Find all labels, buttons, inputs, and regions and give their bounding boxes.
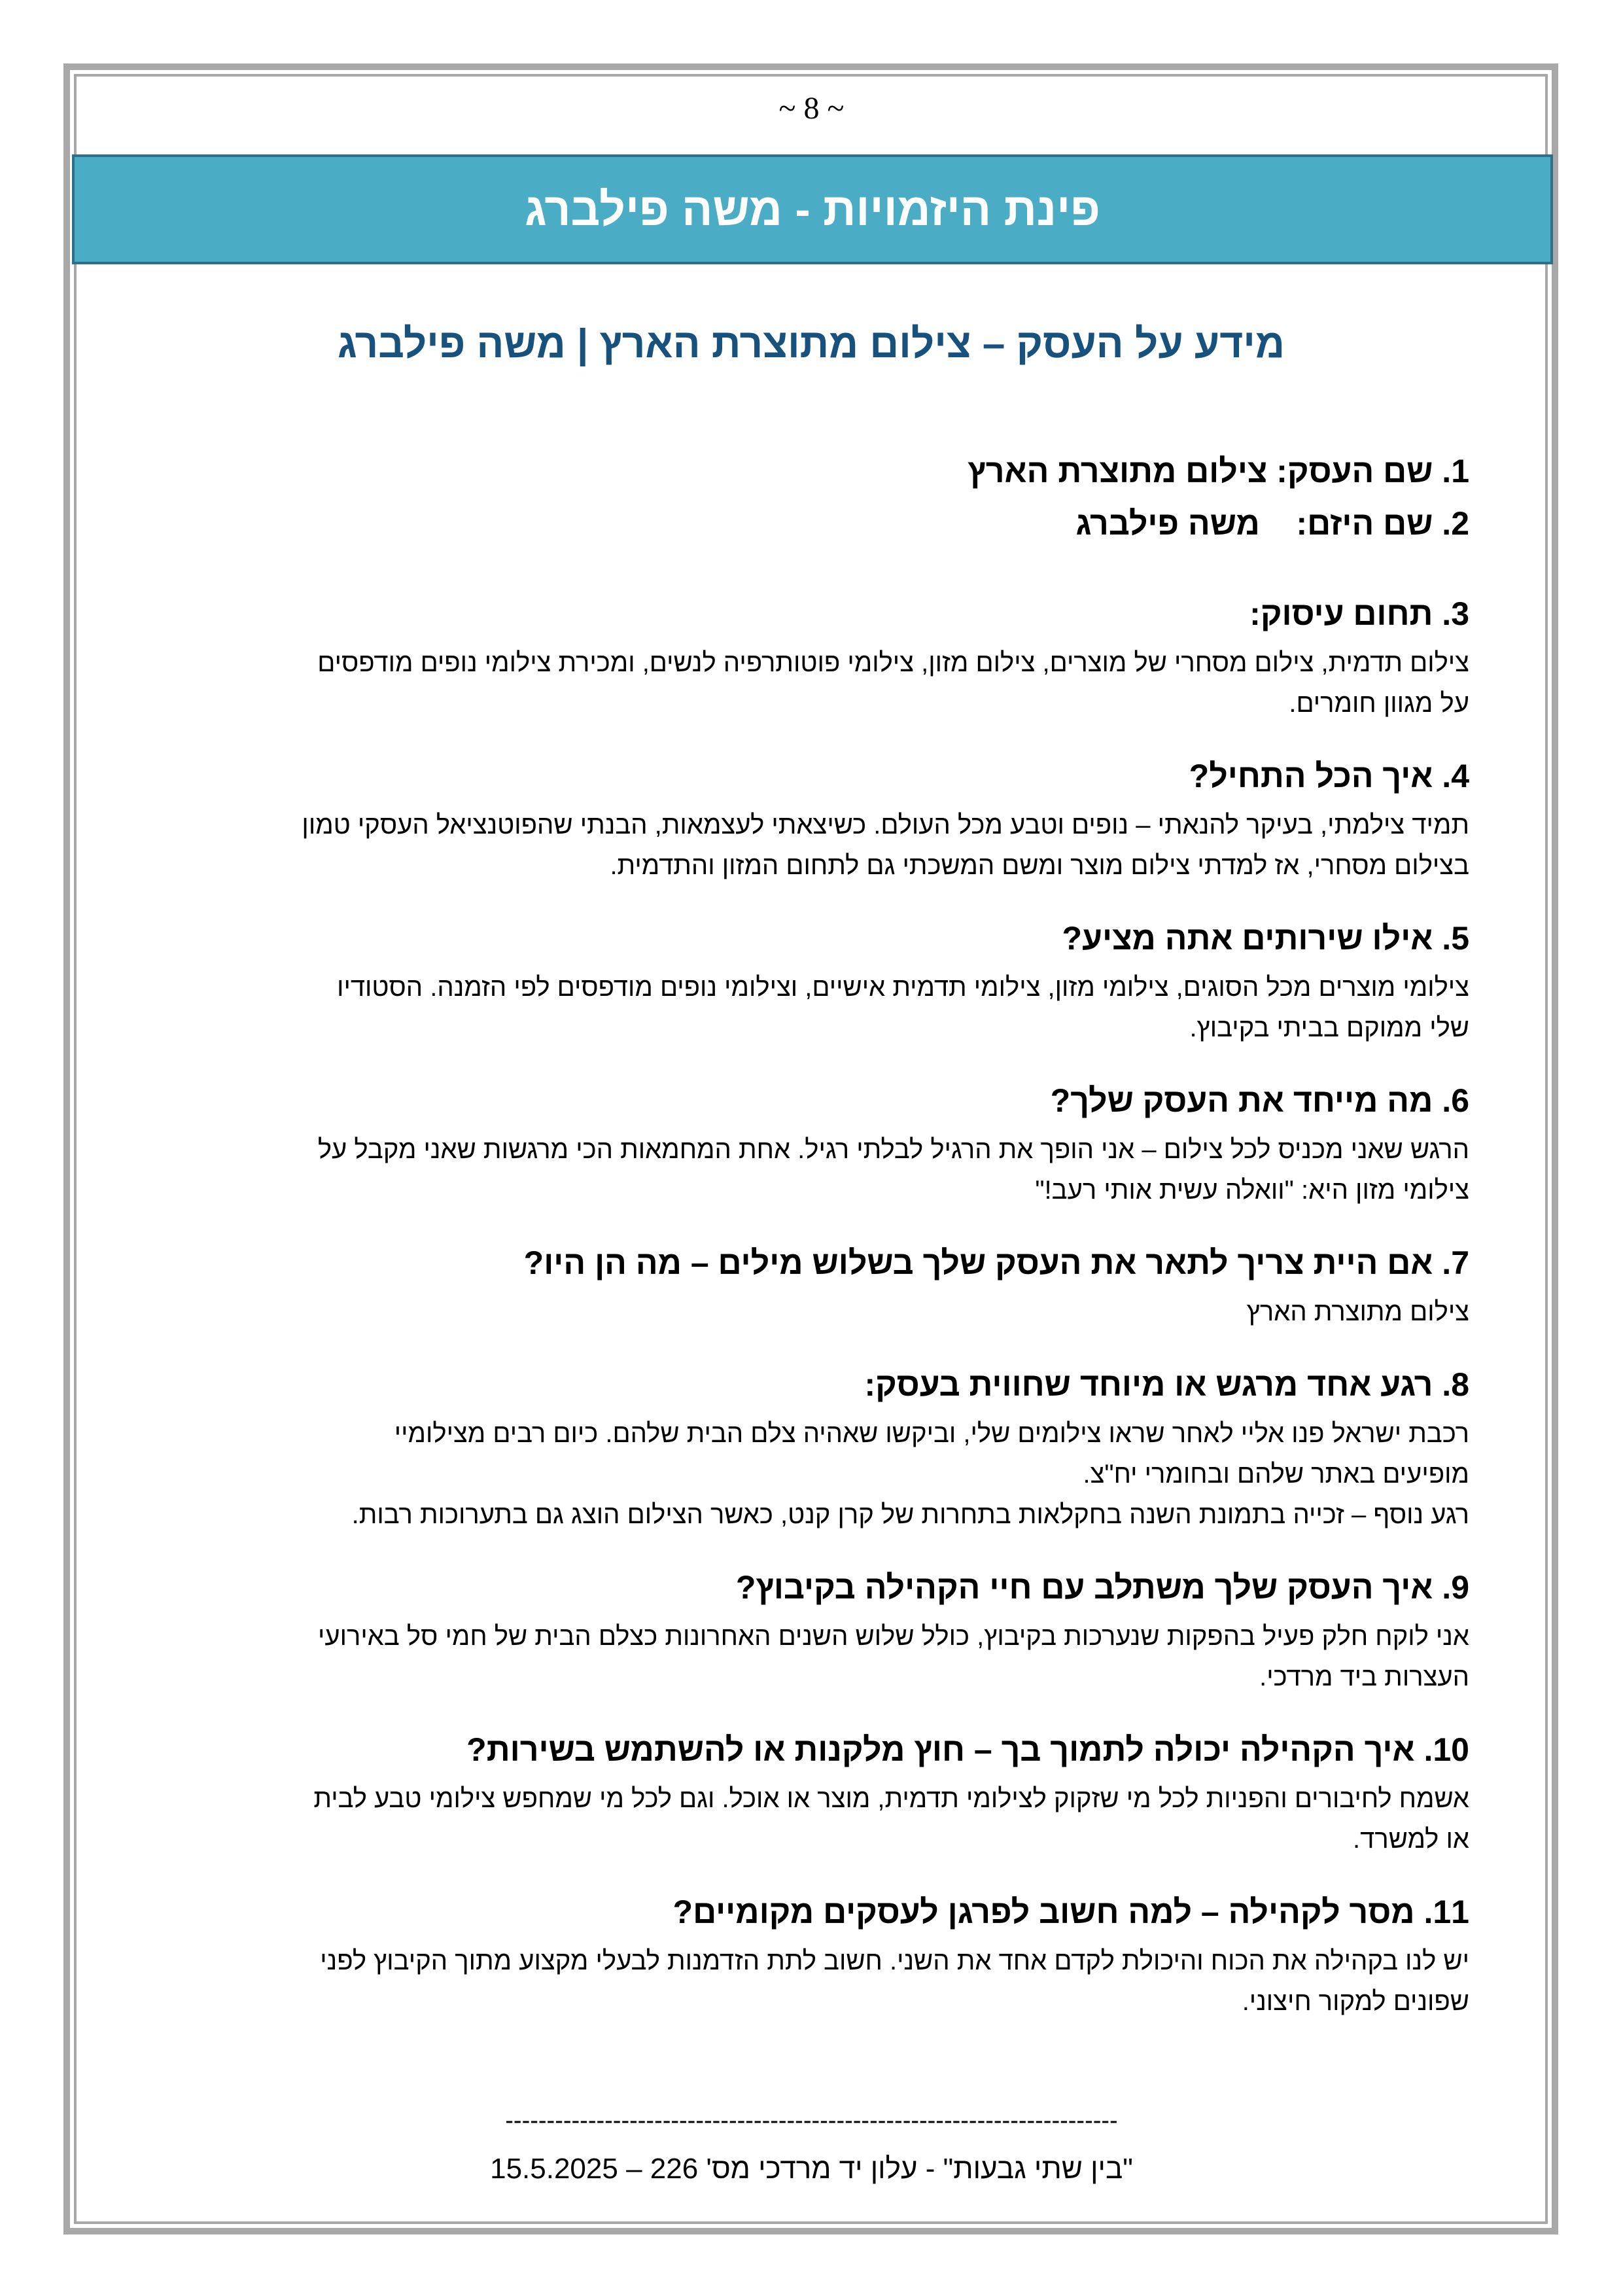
answer-line: הרגש שאני מכניס לכל צילום – אני הופך את הרגיל לבלתי רגיל. אחת המחמאות הכי מרגשות שאני מקבל על xyxy=(317,1135,1469,1164)
qa-section-6 xyxy=(118,1076,1469,1210)
answer-text xyxy=(118,1941,1469,2022)
answer-text xyxy=(118,1778,1469,1860)
qa-section-11 xyxy=(118,1887,1469,2022)
question-heading: 7. אם היית צריך לתאר את העסק שלך בשלוש מילים – מה הן היו? xyxy=(523,1245,1469,1281)
field-value: משה פילברג xyxy=(1075,505,1260,542)
footer-publication-info: "בין שתי גבעות" - עלון יד מרדכי מס' 226 – 15.5.2025 xyxy=(490,2153,1133,2185)
question-heading: 6. מה מייחד את העסק שלך? xyxy=(1050,1082,1469,1119)
answer-line: רכבת ישראל פנו אליי לאחר שראו צילומים שלי, וביקשו שאהיה צלם הבית שלהם. כיום רבים מצילומיי xyxy=(394,1419,1469,1448)
answer-line: בצילום מסחרי, אז למדתי צילום מוצר ומשם המשכתי גם לתחום המזון והתדמית. xyxy=(610,851,1469,880)
answer-line: שלי ממוקם בביתי בקיבוץ. xyxy=(1189,1014,1469,1042)
article-headline: מידע על העסק – צילום מתוצרת הארץ | משה פילברג xyxy=(337,321,1285,366)
answer-line: תמיד צילמתי, בעיקר להנאתי – נופים וטבע מכל העולם. כשיצאתי לעצמאות, הבנתי שהפוטנציאל העסקי טמון xyxy=(302,811,1469,839)
answer-line: צילום תדמית, צילום מסחרי של מוצרים, צילום מזון, צילומי פוטותרפיה לנשים, ומכירת צילומי נופים מודפסים xyxy=(317,648,1469,677)
article-content xyxy=(118,445,1469,2049)
answer-line: יש לנו בקהילה את הכוח והיכולת לקדם אחד את השני. חשוב לתת הזדמנות לבעלי מקצוע מתוך הקיבוץ לפני xyxy=(320,1947,1469,1975)
answer-line: אני לוקח חלק פעיל בהפקות שנערכות בקיבוץ, כולל שלוש השנים האחרונות כצלם הבית של חמי סל באירועי xyxy=(317,1622,1469,1651)
field-business-name xyxy=(118,445,1469,497)
answer-text xyxy=(118,967,1469,1048)
qa-section-7 xyxy=(118,1238,1469,1332)
answer-line: צילום מתוצרת הארץ xyxy=(1246,1298,1469,1326)
answer-line: צילומי מוצרים מכל הסוגים, צילומי מזון, צילומי תדמית אישיים, וצילומי נופים מודפסים לפי הזמנה. הסטודיו xyxy=(337,973,1469,1002)
field-entrepreneur-name xyxy=(118,497,1469,550)
answer-text xyxy=(118,643,1469,724)
qa-section-5 xyxy=(118,913,1469,1048)
page-number: ~ 8 ~ xyxy=(778,91,845,126)
qa-section-4 xyxy=(118,751,1469,886)
question-heading: 4. איך הכל התחיל? xyxy=(1189,758,1469,794)
answer-line: מופיעים באתר שלהם ובחומרי יח"צ. xyxy=(1083,1460,1469,1489)
answer-text xyxy=(118,1129,1469,1210)
field-value: צילום מתוצרת הארץ xyxy=(968,453,1268,489)
question-heading: 9. איך העסק שלך משתלב עם חיי הקהילה בקיבוץ? xyxy=(735,1569,1469,1606)
question-heading: 11. מסר לקהילה – למה חשוב לפרגן לעסקים מקומיים? xyxy=(672,1894,1469,1930)
question-heading: 10. איך הקהילה יכולה לתמוך בך – חוץ מלקנות או להשתמש בשירות? xyxy=(466,1731,1469,1768)
answer-text xyxy=(118,805,1469,886)
qa-section-3 xyxy=(118,589,1469,724)
answer-text xyxy=(118,1413,1469,1535)
field-label: 1. שם העסק: xyxy=(1276,453,1469,489)
field-label: 2. שם היזם: xyxy=(1296,505,1469,542)
qa-section-8 xyxy=(118,1360,1469,1535)
answer-line: על מגוון חומרים. xyxy=(1289,689,1469,718)
answer-text xyxy=(118,1616,1469,1697)
section-banner xyxy=(72,154,1553,264)
answer-line: העצרות ביד מרדכי. xyxy=(1259,1663,1469,1691)
question-heading: 8. רגע אחד מרגש או מיוחד שחווית בעסק: xyxy=(864,1366,1469,1403)
answer-line: שפונים למקור חיצוני. xyxy=(1242,1987,1469,2016)
answer-line: אשמח לחיבורים והפניות לכל מי שזקוק לצילומי תדמית, מוצר או אוכל. וגם לכל מי שמחפש צילומי טבע לבית xyxy=(313,1784,1469,1813)
qa-section-10 xyxy=(118,1725,1469,1860)
question-heading: 5. אילו שירותים אתה מציע? xyxy=(1062,920,1469,957)
banner-title: פינת היזמויות - משה פילברג xyxy=(525,184,1100,235)
answer-line: צילומי מזון היא: "וואלה עשית אותי רעב!" xyxy=(1035,1176,1469,1205)
answer-text xyxy=(118,1292,1469,1332)
answer-line: רגע נוסף – זכייה בתמונת השנה בחקלאות בתחרות של קרן קנט, כאשר הצילום הוצג גם בתערוכות רבות. xyxy=(351,1500,1469,1529)
question-heading: 3. תחום עיסוק: xyxy=(1249,595,1469,632)
qa-section-9 xyxy=(118,1563,1469,1697)
footer-divider: -------------------------------------------------------------------------- xyxy=(505,2107,1118,2134)
answer-line: או למשרד. xyxy=(1353,1825,1469,1854)
